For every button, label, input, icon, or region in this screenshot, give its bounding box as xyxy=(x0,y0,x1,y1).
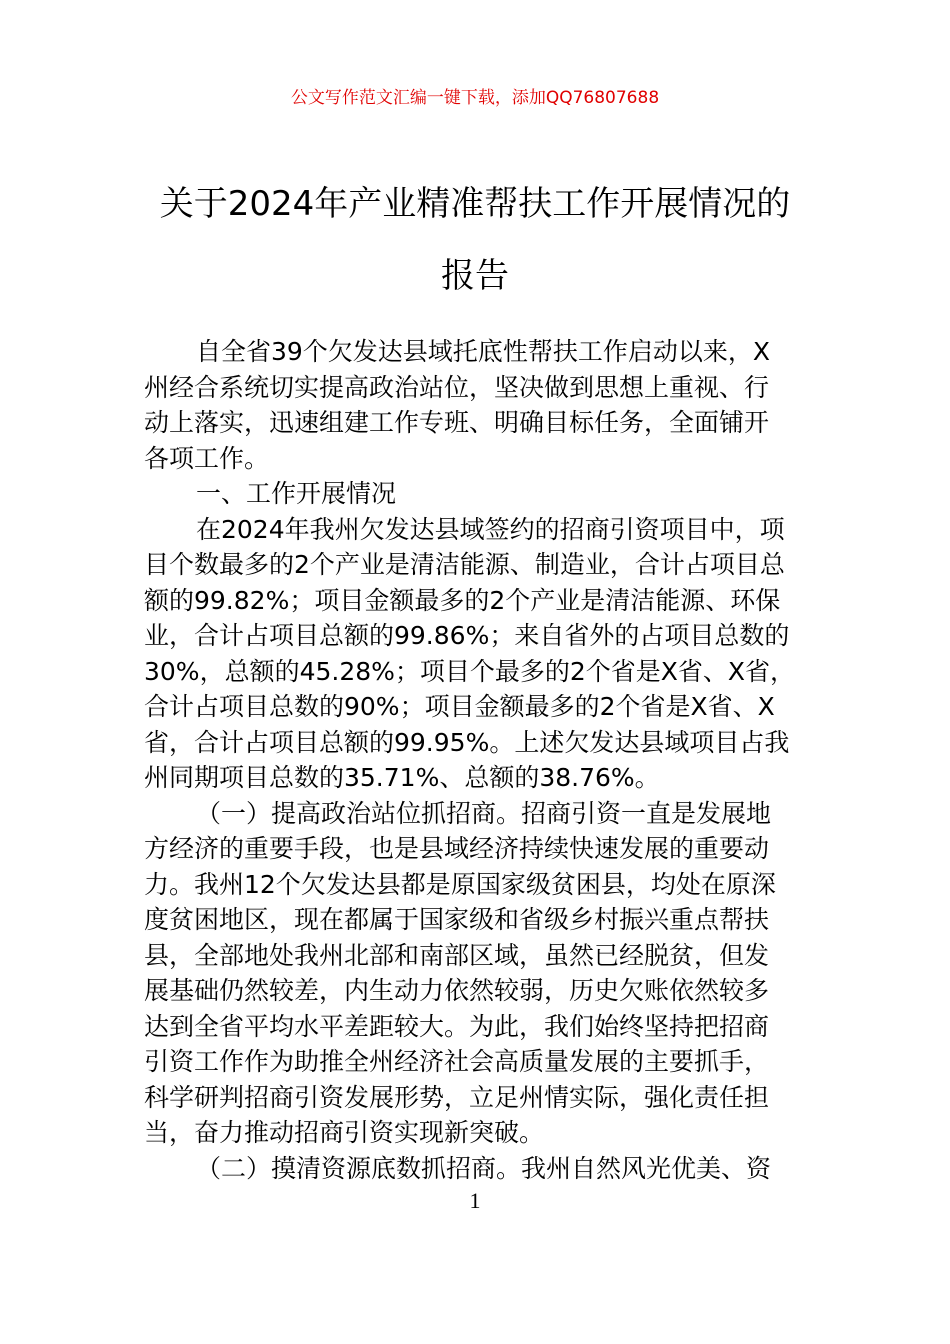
body-line: 当，奋力推动招商引资实现新突破。 xyxy=(144,1118,545,1147)
body-line: 力。我州12个欠发达县都是原国家级贫困县，均处在原深 xyxy=(144,869,776,899)
title-line-2: 报告 xyxy=(441,256,509,296)
body-line: 州同期项目总数的35.71%、总额的38.76%。 xyxy=(144,763,660,792)
body-line: 合计占项目总数的90%；项目金额最多的2个省是X省、X xyxy=(144,692,775,721)
body-line: 自全省39个欠发达县域托底性帮扶工作启动以来，X xyxy=(196,337,770,366)
body-line: 业，合计占项目总额的99.86%；来自省外的占项目总数的 xyxy=(144,621,790,650)
body-line: 方经济的重要手段，也是县域经济持续快速发展的重要动 xyxy=(144,834,770,863)
body-line: 各项工作。 xyxy=(144,443,270,473)
document-title xyxy=(120,168,830,312)
document-body xyxy=(144,334,807,1186)
body-line: 额的99.82%；项目金额最多的2个产业是清洁能源、环保 xyxy=(144,585,781,615)
body-line: 30%，总额的45.28%；项目个最多的2个省是X省、X省， xyxy=(144,656,796,686)
body-line: 科学研判招商引资发展形势，立足州情实际，强化责任担 xyxy=(144,1082,770,1112)
body-line: 州经合系统切实提高政治站位，坚决做到思想上重视、行 xyxy=(144,372,770,402)
section-heading: 一、工作开展情况 xyxy=(196,479,397,508)
body-line: 目个数最多的2个产业是清洁能源、制造业，合计占项目总 xyxy=(144,550,785,579)
body-line: 省，合计占项目总额的99.95%。上述欠发达县域项目占我 xyxy=(144,727,790,757)
page-number: 1 xyxy=(469,1188,481,1213)
subsection-paragraph: （二）摸清资源底数抓招商。我州自然风光优美、资 xyxy=(196,1153,772,1183)
body-line: 度贫困地区，现在都属于国家级和省级乡村振兴重点帮扶 xyxy=(144,905,770,934)
body-line: 县，全部地处我州北部和南部区域，虽然已经脱贫，但发 xyxy=(144,940,770,970)
body-line: 动上落实，迅速组建工作专班、明确目标任务，全面铺开 xyxy=(144,408,770,437)
body-line: 达到全省平均水平差距较大。为此，我们始终坚持把招商 xyxy=(144,1011,770,1041)
body-line: 展基础仍然较差，内生动力依然较弱，历史欠账依然较多 xyxy=(144,976,770,1005)
body-line: 引资工作作为助推全州经济社会高质量发展的主要抓手， xyxy=(144,1047,770,1076)
promo-header: 公文写作范文汇编一键下载，添加QQ76807688 xyxy=(290,88,660,108)
subsection-paragraph: （一）提高政治站位抓招商。招商引资一直是发展地 xyxy=(196,798,772,828)
body-line: 在2024年我州欠发达县域签约的招商引资项目中，项 xyxy=(196,514,785,544)
title-line-1: 关于2024年产业精准帮扶工作开展情况的 xyxy=(159,184,791,224)
